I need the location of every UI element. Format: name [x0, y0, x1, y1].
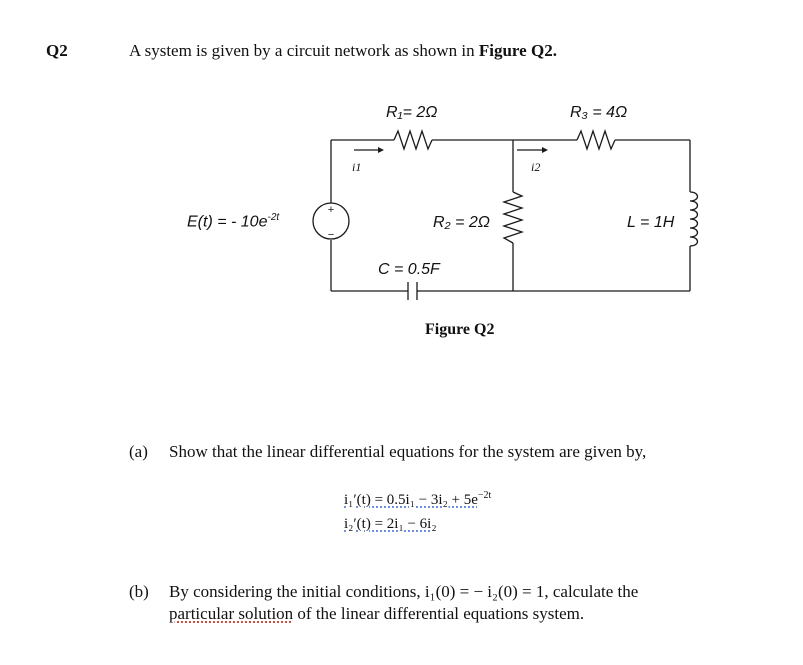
figure-caption: Figure Q2	[425, 321, 495, 338]
r1-label: R₁= 2Ω	[386, 104, 438, 121]
resistor-r1	[394, 131, 432, 149]
resistor-r3	[577, 131, 615, 149]
part-b-line-2	[169, 604, 584, 624]
equation-1-exponent: −2t	[477, 490, 492, 501]
i1-label: i1	[352, 160, 362, 174]
source-minus-sign: −	[327, 229, 335, 241]
part-a-text: Show that the linear differential equations for the system are given by,	[169, 442, 647, 461]
figure-reference: Figure Q2.	[478, 41, 557, 60]
equation-2-body: i₂′(t) = 2i₁ − 6i₂	[344, 516, 437, 532]
capacitor-label: C = 0.5F	[378, 261, 440, 278]
question-number: Q2	[46, 41, 68, 60]
equation-2	[344, 516, 437, 533]
current-arrow-i1-head	[378, 147, 384, 153]
i2-label: i2	[531, 160, 541, 174]
inductor-l	[690, 192, 698, 246]
part-b-label: (b)	[129, 582, 149, 601]
source-plus-sign: +	[327, 204, 335, 216]
r3-label: R₃ = 4Ω	[570, 104, 628, 121]
part-b-line-1: By considering the initial conditions, i₁(0) = − i₂(0) = 1, calculate the	[169, 582, 639, 601]
question-intro-text: A system is given by a circuit network as shown in	[129, 41, 475, 60]
inductor-label: L = 1H	[627, 214, 675, 231]
source-label	[187, 212, 279, 231]
equation-1-body: i₁′(t) = 0.5i₁ − 3i₂ + 5e	[344, 492, 478, 508]
part-b-line-2-rest: of the linear differential equations system.	[293, 604, 585, 623]
source-label-exponent: -2t	[267, 212, 280, 223]
source-label-base: E(t) = - 10e	[187, 213, 268, 231]
r2-label: R₂ = 2Ω	[433, 214, 490, 231]
equation-1	[344, 490, 491, 509]
resistor-r2	[504, 192, 522, 243]
part-b-underlined-term: particular solution	[169, 604, 294, 623]
part-a-label: (a)	[129, 442, 148, 461]
current-arrow-i2-head	[542, 147, 548, 153]
